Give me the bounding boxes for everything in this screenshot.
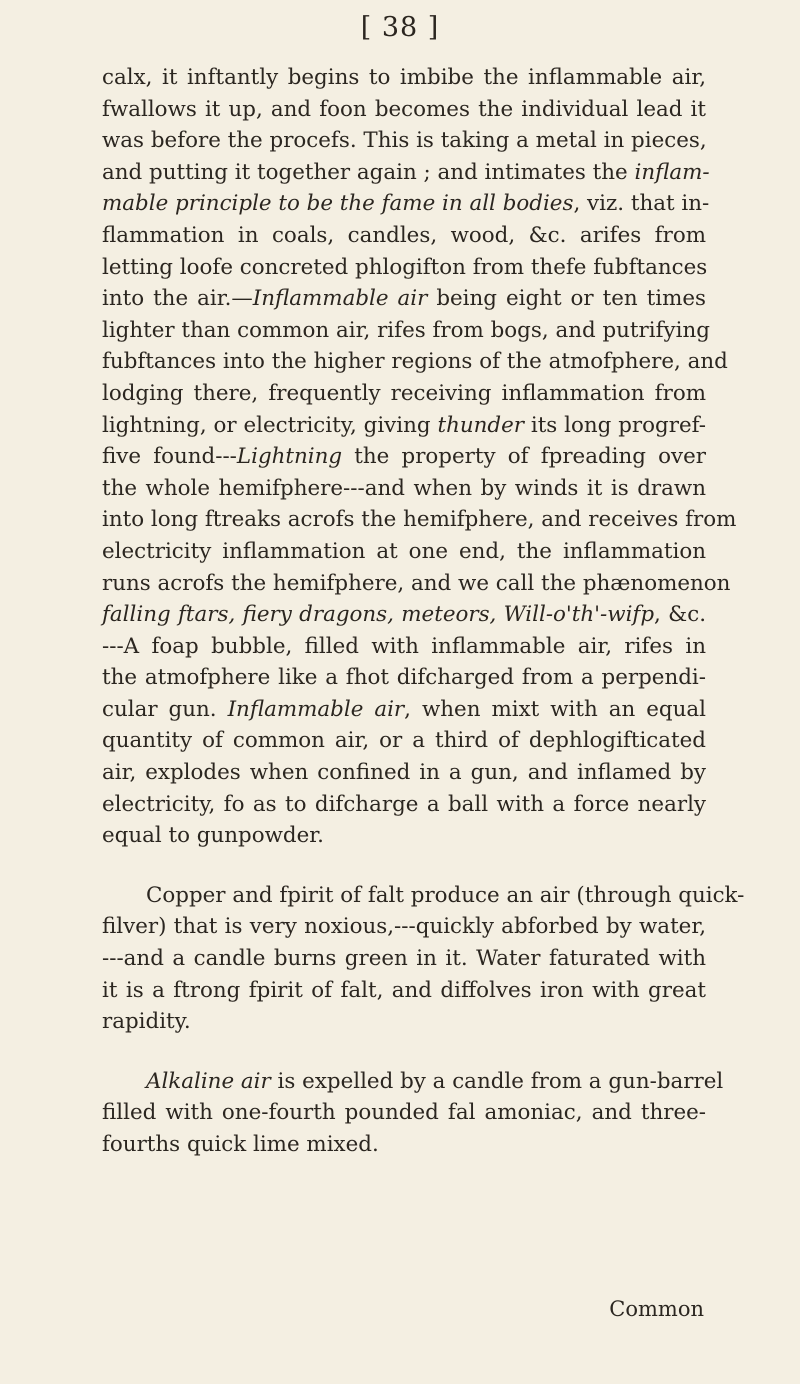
text-line <box>102 188 710 220</box>
text-line <box>102 568 731 600</box>
text-line <box>102 757 706 789</box>
text-line <box>102 315 710 347</box>
text-line <box>102 599 706 631</box>
text-run: quantity of common air, or a third of dephlogifticated <box>102 728 706 754</box>
text-line <box>102 473 706 505</box>
catchword: Common <box>609 1297 704 1321</box>
text-line <box>102 62 706 94</box>
text-run: lighter than common air, rifes from bogs, and putrifying <box>102 317 710 343</box>
text-run: ---A foap bubble, filled with inflammable air, rifes in <box>102 633 706 659</box>
text-run: the whole hemifphere---and when by winds it is drawn <box>102 475 706 501</box>
text-run: lodging there, frequently receiving inflammation from <box>102 380 706 406</box>
text-line <box>102 1006 706 1038</box>
text-line <box>102 662 706 694</box>
text-run: its long progref- <box>523 412 706 438</box>
text-run: equal to gunpowder. <box>102 823 324 849</box>
text-run: cular gun. <box>102 696 228 722</box>
text-run: lightning, or electricity, giving <box>102 412 438 438</box>
text-run: , when mixt with an equal <box>404 696 706 722</box>
text-line <box>102 694 706 726</box>
text-line <box>102 880 745 912</box>
text-line <box>102 94 706 126</box>
text-line <box>102 252 706 284</box>
paragraph-3 <box>102 1066 724 1161</box>
italic-run: mable principle to be the fame in all bodies <box>102 191 574 217</box>
text-run: , viz. that in- <box>573 191 710 217</box>
text-line <box>102 283 706 315</box>
paragraph-1 <box>102 62 737 852</box>
text-line <box>102 536 706 568</box>
text-line <box>102 789 706 821</box>
text-run: air, explodes when confined in a gun, and inflamed by <box>102 760 706 786</box>
text-run: it is a ftrong fpirit of falt, and diffolves iron with great <box>102 977 706 1003</box>
text-run: was before the procefs. This is taking a metal in pieces, <box>102 128 707 154</box>
text-run: the property of fpreading over <box>342 444 706 470</box>
paragraph-2 <box>102 880 745 1038</box>
italic-run: thunder <box>437 412 524 438</box>
text-run: letting loofe concreted phlogifton from thefe fubftances <box>102 254 708 280</box>
text-line <box>102 725 706 757</box>
text-line <box>102 157 710 189</box>
text-run: fourths quick lime mixed. <box>102 1132 379 1157</box>
text-line <box>102 125 706 157</box>
text-run: filled with one-fourth pounded fal amoniac, and three- <box>102 1100 706 1126</box>
text-line <box>102 378 706 410</box>
text-run: is expelled by a candle from a gun-barrel <box>270 1068 724 1094</box>
text-run: being eight or ten times <box>427 286 706 312</box>
text-run: ---and a candle burns green in it. Water faturated with <box>102 946 706 972</box>
text-run: electricity inflammation at one end, the inflammation <box>102 538 706 564</box>
text-line <box>102 1066 724 1098</box>
text-line <box>102 975 706 1007</box>
text-run: , &c. <box>654 602 706 628</box>
text-run: rapidity. <box>102 1009 191 1035</box>
page-body <box>102 62 745 1161</box>
text-line <box>102 504 737 536</box>
text-line <box>102 410 706 442</box>
text-run: and putting it together again ; and intimates the <box>102 159 635 185</box>
italic-run: inflam- <box>634 159 710 185</box>
text-run: into the air.— <box>102 286 253 312</box>
text-run: runs acrofs the hemifphere, and we call the phænomenon <box>102 570 731 596</box>
text-line <box>102 1129 706 1161</box>
text-run: the atmofphere like a fhot difcharged from a perpendi- <box>102 665 706 691</box>
text-line <box>102 943 706 975</box>
text-line <box>102 820 706 852</box>
text-line <box>102 1097 706 1129</box>
text-run: Copper and fpirit of falt produce an air (through quick- <box>146 882 745 908</box>
italic-run: Inflammable air <box>227 696 405 722</box>
italic-run: Lightning <box>236 444 343 470</box>
text-run: electricity, fo as to difcharge a ball with a force nearly <box>102 791 706 817</box>
text-line <box>102 911 706 943</box>
text-line <box>102 220 706 252</box>
text-run: five found--- <box>102 444 237 470</box>
text-line <box>102 441 706 473</box>
text-run: fubftances into the higher regions of the atmofphere, and <box>102 349 728 375</box>
text-run: into long ftreaks acrofs the hemifphere, and receives from <box>102 507 737 533</box>
italic-run: falling ftars, fiery dragons, meteors, Will-o'th'-wifp <box>102 602 655 628</box>
text-line <box>102 631 706 663</box>
text-run: calx, it inftantly begins to imbibe the inflammable air, <box>102 65 706 90</box>
text-line <box>102 346 728 378</box>
italic-run: Alkaline air <box>146 1068 271 1094</box>
text-run: flammation in coals, candles, wood, &c. arifes from <box>102 222 706 248</box>
italic-run: Inflammable air <box>252 286 428 312</box>
page-number-header: [ 38 ] <box>360 12 440 43</box>
text-run: fwallows it up, and foon becomes the individual lead it <box>102 96 706 122</box>
text-run: filver) that is very noxious,---quickly abforbed by water, <box>102 914 706 940</box>
